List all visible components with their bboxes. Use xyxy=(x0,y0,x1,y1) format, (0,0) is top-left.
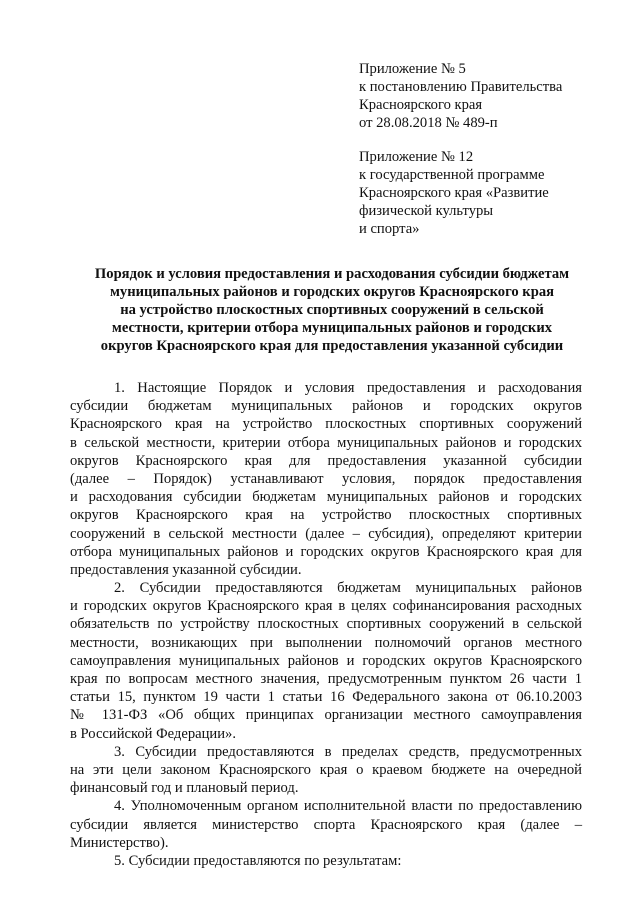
document-title xyxy=(60,265,604,355)
paragraph-1 xyxy=(70,379,582,579)
paragraph-4 xyxy=(70,797,582,852)
appendix-12-block xyxy=(359,148,619,238)
text-line: округов Красноярского края на устройство плоскостных спортивных xyxy=(70,507,582,524)
text-line: № 131-ФЗ «Об общих принципах организации местного самоуправления xyxy=(70,707,582,724)
text-line: субсидии является министерство спорта Красноярского края (далее – xyxy=(70,816,582,833)
paragraph-2 xyxy=(70,579,582,743)
text-line: в сельской местности, критерии отбора муниципальных районов и городских xyxy=(70,434,582,451)
appendix-line: Приложение № 12 xyxy=(359,149,474,165)
appendix-line: к государственной программе xyxy=(359,167,545,183)
title-line: округов Красноярского края для предоставления указанной субсидии xyxy=(100,338,564,354)
appendix-line: Красноярского края «Развитие xyxy=(359,185,549,201)
text-line: местности, возникающих при выполнении полномочий органов местного xyxy=(70,634,582,651)
text-line: Министерство). xyxy=(70,834,169,851)
text-line: Красноярского края на устройство плоскостных спортивных сооружений xyxy=(70,416,582,433)
paragraph-3 xyxy=(70,743,582,798)
text-line: (далее – Порядок) устанавливают условия, порядок предоставления xyxy=(70,470,582,487)
text-line: и городских округов Красноярского края в целях софинансирования расходных xyxy=(70,598,582,615)
appendix-line: физической культуры xyxy=(359,203,494,219)
text-line: края по вопросам местного значения, предусмотренным пунктом 26 части 1 xyxy=(70,671,582,687)
text-line: в Российской Федерации». xyxy=(70,725,236,742)
text-line: 2. Субсидии предоставляются бюджетам муниципальных районов xyxy=(114,580,582,597)
text-line: статьи 15, пунктом 19 части 1 статьи 16 Федерального закона от 06.10.2003 xyxy=(70,689,582,706)
appendix-line: к постановлению Правительства xyxy=(359,79,563,95)
text-line: и расходования субсидии бюджетам муниципальных районов и городских xyxy=(70,489,582,506)
text-line: 4. Уполномоченным органом исполнительной власти по предоставлению xyxy=(114,798,582,815)
title-line: Порядок и условия предоставления и расходования субсидии бюджетам xyxy=(94,266,570,282)
text-line: отбора муниципальных районов и городских округов Красноярского края для xyxy=(70,543,582,560)
appendix-line: Приложение № 5 xyxy=(359,61,466,77)
title-line: муниципальных районов и городских округов Красноярского края xyxy=(109,284,555,300)
appendix-5-block xyxy=(359,60,619,132)
text-line: самоуправления муниципальных районов и городских округов Красноярского xyxy=(70,652,582,669)
text-line: на эти цели законом Красноярского края о краевом бюджете на очередной xyxy=(70,761,582,778)
appendix-line: от 28.08.2018 № 489-п xyxy=(359,115,498,131)
paragraph-5 xyxy=(70,852,582,870)
text-line: округов Красноярского края для предоставления указанной субсидии xyxy=(70,452,582,469)
text-line: предоставления указанной субсидии. xyxy=(70,561,302,578)
title-line: местности, критерии отбора муниципальных районов и городских xyxy=(111,320,553,336)
title-line: на устройство плоскостных спортивных сооружений в сельской xyxy=(120,302,544,318)
document-body xyxy=(70,379,582,870)
appendix-line: и спорта» xyxy=(359,221,420,237)
text-line: обязательств по устройству плоскостных спортивных сооружений в сельской xyxy=(70,616,582,633)
text-line: 1. Настоящие Порядок и условия предоставления и расходования xyxy=(114,380,582,396)
text-line: финансовый год и плановый период. xyxy=(70,780,299,797)
appendix-line: Красноярского края xyxy=(359,97,483,113)
text-line: 5. Субсидии предоставляются по результатам: xyxy=(114,852,402,869)
text-line: 3. Субсидии предоставляются в пределах средств, предусмотренных xyxy=(114,743,582,760)
text-line: субсидии бюджетам муниципальных районов и городских округов xyxy=(70,398,582,415)
text-line: сооружений в сельской местности (далее – субсидия), определяют критерии xyxy=(70,525,582,542)
